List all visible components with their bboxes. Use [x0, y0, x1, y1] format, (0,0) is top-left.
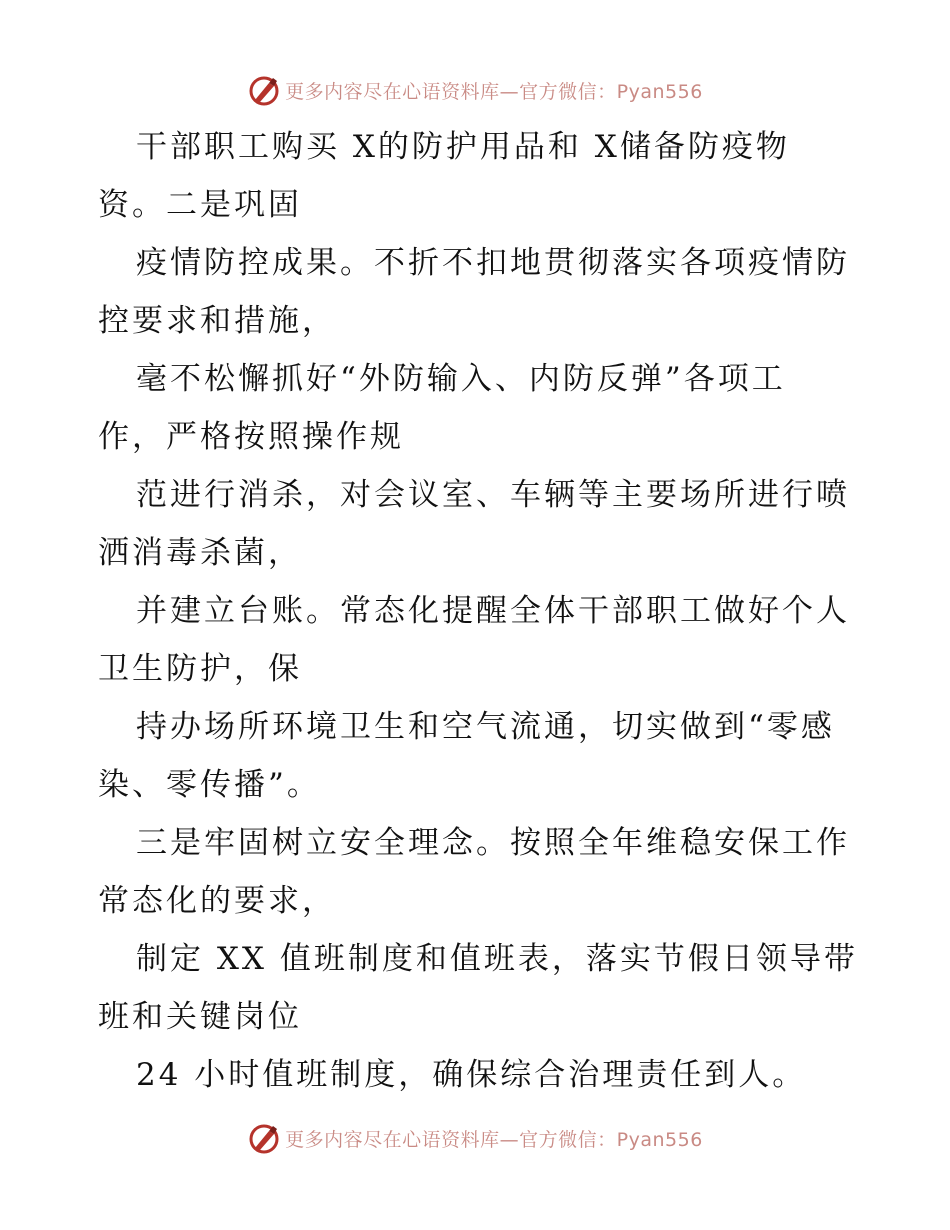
header-watermark-banner [0, 70, 950, 110]
body-line: 范进行消杀，对会议室、车辆等主要场所进行喷 [136, 477, 850, 513]
body-line: 洒消毒杀菌， [98, 535, 302, 571]
body-line: 制定 XX 值班制度和值班表，落实节假日领导带 [136, 941, 858, 977]
body-line: 并建立台账。常态化提醒全体干部职工做好个人 [136, 593, 850, 629]
body-line: 持办场所环境卫生和空气流通，切实做到“零感 [136, 709, 835, 745]
body-line: 干部职工购买 X的防护用品和 X储备防疫物 [136, 129, 790, 165]
pen-circle-logo-icon [247, 73, 281, 107]
body-line: 资。二是巩固 [98, 187, 302, 223]
body-line: 疫情防控成果。不折不扣地贯彻落实各项疫情防 [136, 245, 850, 281]
body-line: 常态化的要求， [98, 883, 336, 919]
body-line: 班和关键岗位 [98, 999, 302, 1035]
document-body [98, 118, 858, 1104]
body-line: 作，严格按照操作规 [98, 419, 404, 455]
pen-circle-logo-icon [247, 1121, 281, 1155]
footer-watermark-banner [0, 1118, 950, 1158]
footer-banner-text: 更多内容尽在心语资料库—官方微信：Pyan556 [285, 1128, 703, 1151]
body-line: 控要求和措施， [98, 303, 336, 339]
body-line: 毫不松懈抓好“外防输入、内防反弹”各项工 [136, 361, 786, 397]
body-line: 三是牢固树立安全理念。按照全年维稳安保工作 [136, 825, 850, 861]
body-line: 24 小时值班制度，确保综合治理责任到人。 [136, 1057, 807, 1093]
body-line: 卫生防护，保 [98, 651, 302, 687]
header-banner-text: 更多内容尽在心语资料库—官方微信：Pyan556 [285, 80, 703, 103]
body-line: 染、零传播”。 [98, 767, 321, 803]
